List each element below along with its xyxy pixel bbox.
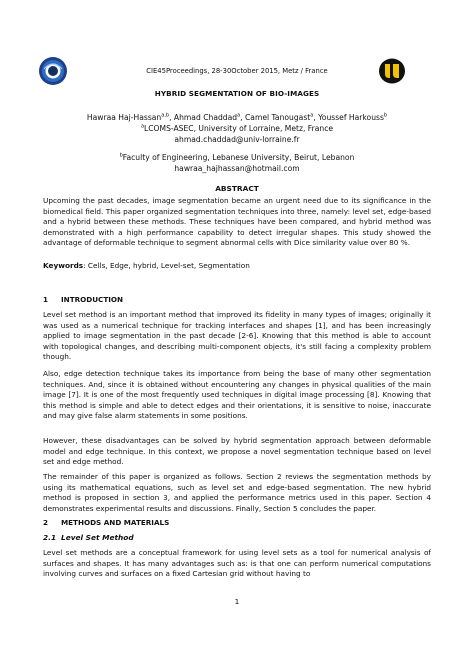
affiliation-b	[0, 152, 474, 174]
section-number: 1	[43, 295, 49, 304]
author-superscript: a	[310, 112, 314, 119]
affiliation-superscript: a	[140, 123, 145, 130]
affiliation-text: Faculty of Engineering, Lebanese University, Beirut, Lebanon	[122, 153, 355, 162]
intro-paragraph-2: Also, edge detection technique takes its importance from being the base of many other segmentation techniques. And, since it is obtained without encountering any changes in physical qualities of the main image [7]. It is one of the most frequently used techniques in digital image processing [8]. Knowing that this method is simple and able to detect edges and their orientations, it is sensitive to noise, inaccurate and may give false alarm statements in some positions.	[43, 369, 431, 421]
affiliation-text: LCOMS-ASEC, University of Lorraine, Metz, France	[144, 124, 334, 133]
abstract-body: Upcoming the past decades, image segmentation became an urgent need due to its significance in the biomedical field. This paper organized segmentation techniques into three, namely: level set, edge-based and a hybrid between these methods. These techniques have been compared, and hybrid method was demonstrated with a high performance capability to detect irregular shapes. This study showed the advantage of deformable technique to segment abnormal cells with Dice similarity value over 80 %.	[43, 196, 431, 248]
subsection-title: Level Set Method	[61, 533, 134, 542]
paper-title: HYBRID SEGMENTATION OF BIO-IMAGES	[154, 89, 320, 98]
author-list: Hawraa Haj-Hassan$^{a,b}$, Ahmad Chaddad$^a$, Camel Tanougast$^a$, Youssef Harkouss$^b$	[86, 112, 388, 122]
author-name: Ahmad Chaddad	[173, 113, 238, 122]
section-title: INTRODUCTION	[61, 295, 124, 304]
section-number: 2	[43, 518, 49, 527]
author-superscript: a,b	[161, 112, 170, 119]
section-title: METHODS AND MATERIALS	[61, 518, 170, 527]
subsection-heading-level-set	[43, 533, 134, 542]
abstract-heading: ABSTRACT	[215, 184, 259, 193]
page-number: 1	[234, 597, 240, 606]
keywords-label: Keywords	[43, 261, 84, 270]
keywords-line	[43, 261, 431, 272]
intro-paragraph-4: The remainder of this paper is organized as follows. Section 2 reviews the segmentation methods by using its mathematical equations, such as level set and edge-based segmentation. The new hybrid method is proposed in section 3, and applied the performance metrics used in this paper. Section 4 demonstrates experimental results and discussions. Finally, Section 5 concludes the paper.	[43, 472, 431, 513]
affiliation-a	[0, 123, 474, 145]
intro-paragraph-3: However, these disadvantages can be solved by hybrid segmentation approach between deformable model and edge technique. In this context, we propose a novel segmentation technique based on level set and edge method.	[43, 436, 431, 467]
affiliation-email: ahmad.chaddad@univ-lorraine.fr	[174, 135, 300, 144]
author-name: Youssef Harkouss	[318, 113, 384, 122]
author-superscript: a	[237, 112, 241, 119]
author-name: Camel Tanougast	[245, 113, 311, 122]
intro-paragraph-1: Level set method is an important method that improved its fidelity in many types of images; originally it was used as a numerical technique for tracking interfaces and shapes [1], and has been increasingly applied to image segmentation in the past decade [2-6]. Knowing that this method is able to account with topological changes, and describing multi-component objects, it's still facing a complexity problem though.	[43, 310, 431, 362]
subsection-number: 2.1	[43, 533, 57, 542]
level-set-paragraph-1: Level set methods are a conceptual framework for using level sets as a tool for numerical analysis of surfaces and shapes. It has many advantages such as: is that one can perform numerical computations involving curves and surfaces on a fixed Cartesian grid without having to	[43, 548, 431, 579]
proceedings-line: CIE45Proceedings, 28-30October 2015, Metz / France	[146, 67, 328, 75]
section-heading-methods	[43, 518, 169, 527]
affiliation-email: hawraa_hajhassan@hotmail.com	[174, 164, 300, 173]
section-heading-introduction	[43, 295, 123, 304]
page-header	[0, 56, 474, 86]
keywords-list: : Cells, Edge, hybrid, Level-set, Segmentation	[83, 261, 250, 270]
author-name: Hawraa Haj-Hassan	[86, 113, 162, 122]
university-logo	[378, 58, 406, 84]
affiliation-superscript: b	[119, 152, 123, 159]
author-superscript: b	[383, 112, 388, 119]
